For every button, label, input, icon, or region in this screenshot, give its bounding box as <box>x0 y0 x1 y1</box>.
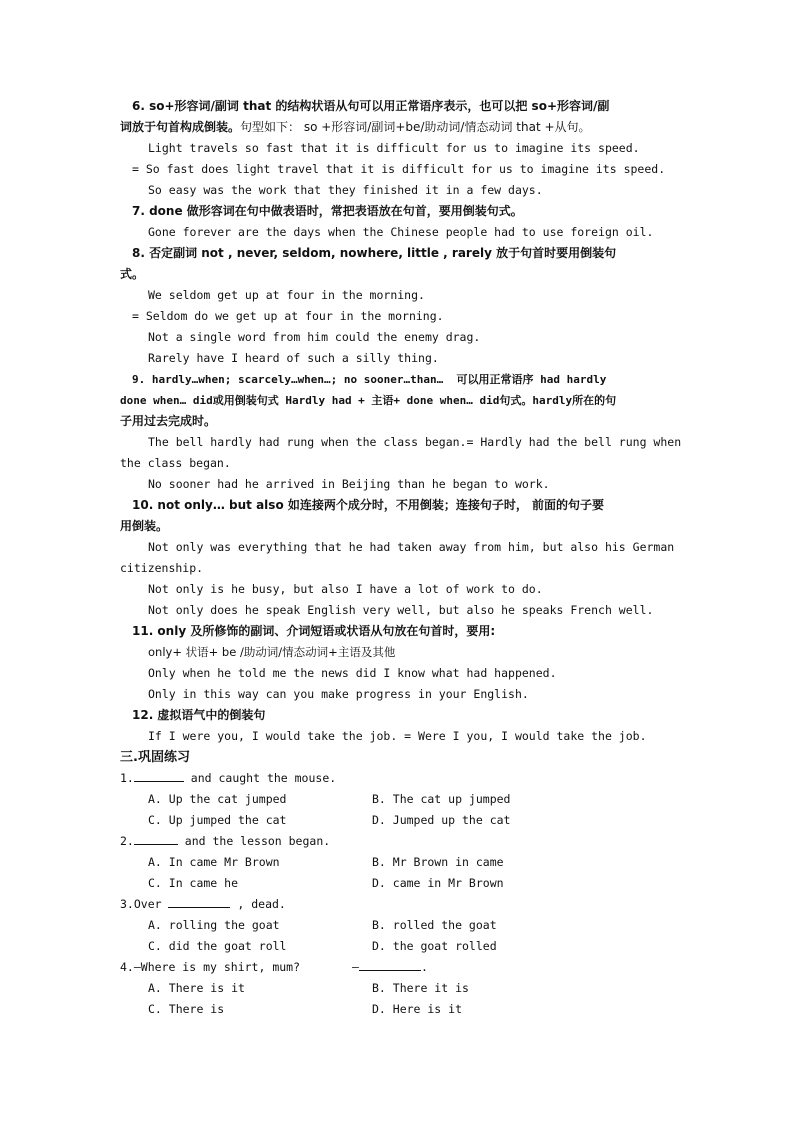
rule-10-title: 10. not only… but also 如连接两个成分时，不用倒装；连接句子时， 前面的句子要 <box>132 498 605 512</box>
option-c[interactable]: C. There is <box>148 1002 225 1016</box>
option-c[interactable]: C. did the goat roll <box>148 939 287 953</box>
practice-heading: 三.巩固练习 <box>120 750 190 765</box>
rule-6-title-cont: 词放于句首构成倒装。句型如下： so +形容词/副词+be/助动词/情态动词 that +从句。 <box>120 120 591 134</box>
rule-6-example: Light travels so fast that it is difficult for us to imagine its speed. <box>148 141 640 155</box>
option-d[interactable]: D. Jumped up the cat <box>372 813 511 827</box>
option-a[interactable]: A. In came Mr Brown <box>148 855 280 869</box>
answer-blank[interactable] <box>134 832 178 845</box>
rule-9-title: 9. hardly…when; scarcely…when…; no sooner…than… 可以用正常语序 had hardly <box>132 373 607 386</box>
rule-10-example-cont: citizenship. <box>120 561 204 575</box>
rule-6-pattern: 句型如下： so +形容词/副词+be/助动词/情态动词 that +从句。 <box>240 120 591 134</box>
options-row <box>120 978 690 999</box>
rule-8-title-cont: 式。 <box>120 267 145 281</box>
options-row <box>120 789 690 810</box>
rule-12-example: If I were you, I would take the job. = Were I you, I would take the job. <box>148 729 647 743</box>
rule-6-title: 6. so+形容词/副词 that 的结构状语从句可以用正常语序表示，也可以把 so+形容词/副 <box>132 99 610 113</box>
option-c[interactable]: C. In came he <box>148 876 239 890</box>
rule-9-example-cont: the class began. <box>120 456 231 470</box>
option-d[interactable]: D. came in Mr Brown <box>372 876 504 890</box>
rule-11-pattern: only+ 状语+ be /助动词/情态动词+主语及其他 <box>148 645 396 659</box>
rule-8-example: Not a single word from him could the enemy drag. <box>148 330 481 344</box>
options-row <box>120 852 690 873</box>
rule-6-example: So easy was the work that they finished it in a few days. <box>148 183 543 197</box>
rule-7-title: 7. done 做形容词在句中做表语时，常把表语放在句首，要用倒装句式。 <box>132 204 523 218</box>
options-row <box>120 915 690 936</box>
option-d[interactable]: D. Here is it <box>372 1002 463 1016</box>
rule-10-example: Not only is he busy, but also I have a lot of work to do. <box>148 582 543 596</box>
option-b[interactable]: B. The cat up jumped <box>372 792 511 806</box>
question-4: 4.—Where is my shirt, mum? — . <box>120 960 428 974</box>
rule-10-example: Not only was everything that he had taken away from him, but also his German <box>148 540 675 554</box>
rule-10-example: Not only does he speak English very well, but also he speaks French well. <box>148 603 654 617</box>
rule-8-example: We seldom get up at four in the morning. <box>148 288 425 302</box>
answer-blank[interactable] <box>359 958 421 971</box>
option-c[interactable]: C. Up jumped the cat <box>148 813 287 827</box>
rule-9-title-cont: done when… did或用倒装句式 Hardly had + 主语+ done when… did句式。hardly所在的句 <box>120 394 617 407</box>
option-a[interactable]: A. Up the cat jumped <box>148 792 287 806</box>
rule-7-example: Gone forever are the days when the Chinese people had to use foreign oil. <box>148 225 654 239</box>
rule-9-example: No sooner had he arrived in Beijing than he began to work. <box>148 477 550 491</box>
rule-8-title: 8. 否定副词 not , never, seldom, nowhere, little , rarely 放于句首时要用倒装句 <box>132 246 617 260</box>
document-page <box>120 96 690 1020</box>
option-b[interactable]: B. There it is <box>372 981 469 995</box>
option-a[interactable]: A. rolling the goat <box>148 918 280 932</box>
rule-12-title: 12. 虚拟语气中的倒装句 <box>132 708 266 722</box>
rule-8-example: Rarely have I heard of such a silly thing. <box>148 351 439 365</box>
option-a[interactable]: A. There is it <box>148 981 245 995</box>
options-row <box>120 936 690 957</box>
question-2: 2. and the lesson began. <box>120 834 331 848</box>
answer-blank[interactable] <box>134 769 184 782</box>
rule-9-example: The bell hardly had rung when the class began.= Hardly had the bell rung when <box>148 435 682 449</box>
answer-blank[interactable] <box>168 895 230 908</box>
rule-11-example: Only when he told me the news did I know what had happened. <box>148 666 557 680</box>
options-row <box>120 810 690 831</box>
options-row <box>120 999 690 1020</box>
option-b[interactable]: B. rolled the goat <box>372 918 497 932</box>
option-d[interactable]: D. the goat rolled <box>372 939 497 953</box>
rule-11-example: Only in this way can you make progress in your English. <box>148 687 529 701</box>
option-b[interactable]: B. Mr Brown in came <box>372 855 504 869</box>
question-1: 1. and caught the mouse. <box>120 771 337 785</box>
rule-9-title-cont: 子用过去完成时。 <box>120 414 217 428</box>
rule-6-example: = So fast does light travel that it is difficult for us to imagine its speed. <box>132 162 666 176</box>
options-row <box>120 873 690 894</box>
rule-10-title-cont: 用倒装。 <box>120 519 169 533</box>
rule-8-example: = Seldom do we get up at four in the morning. <box>132 309 444 323</box>
rule-11-title: 11. only 及所修饰的副词、介词短语或状语从句放在句首时，要用: <box>132 624 496 638</box>
question-3: 3.Over , dead. <box>120 897 286 911</box>
